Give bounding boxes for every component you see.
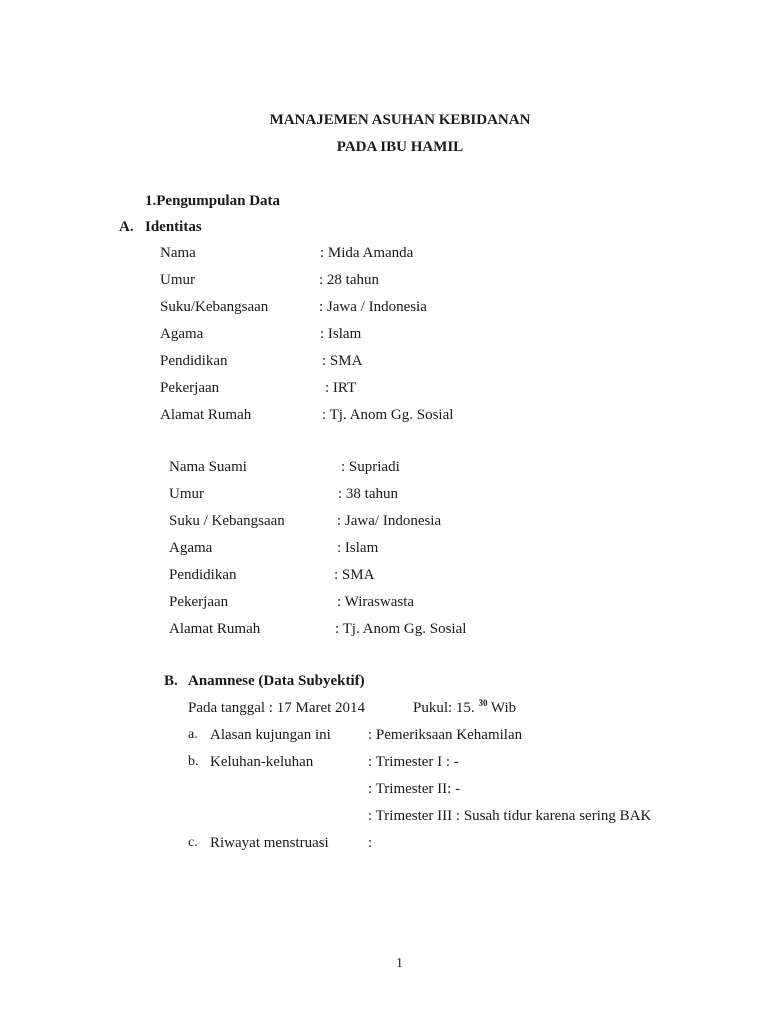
- identity-label: Pendidikan: [160, 353, 228, 369]
- identity-value: : SMA: [322, 353, 363, 369]
- identity-label: Agama: [160, 326, 204, 342]
- identity-label: Umur: [160, 272, 195, 288]
- visit-time-minutes: 30: [478, 698, 488, 708]
- list-marker: a.: [188, 727, 198, 742]
- visit-time-suffix: Wib: [490, 700, 517, 716]
- anamnese-value: : Trimester III : Susah tidur karena sering BAK: [368, 808, 652, 824]
- section-b-letter: B.: [164, 673, 178, 689]
- anamnese-label: Alasan kujungan ini: [210, 727, 331, 743]
- identity-label: Pekerjaan: [160, 380, 220, 396]
- anamnese-value: : Trimester II: -: [368, 781, 461, 797]
- visit-time-prefix: Pukul: 15.: [413, 700, 475, 716]
- identity-label: Suku/Kebangsaan: [160, 299, 269, 315]
- identity-label: Pekerjaan: [169, 594, 229, 610]
- anamnese-value: : Pemeriksaan Kehamilan: [368, 727, 523, 743]
- identity-value: : Wiraswasta: [337, 594, 415, 610]
- anamnese-label: Keluhan-keluhan: [210, 754, 314, 770]
- identity-label: Umur: [169, 486, 204, 502]
- identity-value: : 38 tahun: [338, 486, 398, 502]
- identity-label: Nama Suami: [169, 459, 247, 475]
- visit-date: Pada tanggal : 17 Maret 2014: [188, 700, 366, 716]
- identity-value: : 28 tahun: [319, 272, 379, 288]
- page-number: 1: [396, 956, 403, 971]
- identity-label: Alamat Rumah: [169, 621, 261, 637]
- identity-value: : Mida Amanda: [320, 245, 414, 261]
- identity-label: Suku / Kebangsaan: [169, 513, 285, 529]
- section-b-heading: Anamnese (Data Subyektif): [188, 673, 365, 689]
- section-a-letter: A.: [119, 219, 134, 235]
- identity-value: : Jawa/ Indonesia: [337, 513, 442, 529]
- anamnese-value: :: [368, 835, 373, 851]
- anamnese-value: : Trimester I : -: [368, 754, 459, 770]
- list-marker: c.: [188, 835, 198, 850]
- anamnese-label: Riwayat menstruasi: [210, 835, 329, 851]
- list-marker: b.: [188, 754, 199, 769]
- identity-label: Agama: [169, 540, 213, 556]
- identity-label: Pendidikan: [169, 567, 237, 583]
- identity-value: : SMA: [334, 567, 375, 583]
- section-heading-pengumpulan-data: 1.Pengumpulan Data: [145, 193, 281, 209]
- document-subtitle: PADA IBU HAMIL: [336, 139, 464, 155]
- identity-value: : Supriadi: [341, 459, 400, 475]
- visit-time: [413, 699, 516, 717]
- section-a-heading: Identitas: [145, 219, 202, 235]
- identity-value: : Jawa / Indonesia: [319, 299, 427, 315]
- identity-label: Nama: [160, 245, 196, 261]
- document-title: MANAJEMEN ASUHAN KEBIDANAN: [269, 112, 531, 128]
- identity-value: : Islam: [320, 326, 362, 342]
- identity-value: : IRT: [325, 380, 357, 396]
- identity-label: Alamat Rumah: [160, 407, 252, 423]
- identity-value: : Tj. Anom Gg. Sosial: [335, 621, 467, 637]
- identity-value: : Islam: [337, 540, 379, 556]
- identity-value: : Tj. Anom Gg. Sosial: [322, 407, 454, 423]
